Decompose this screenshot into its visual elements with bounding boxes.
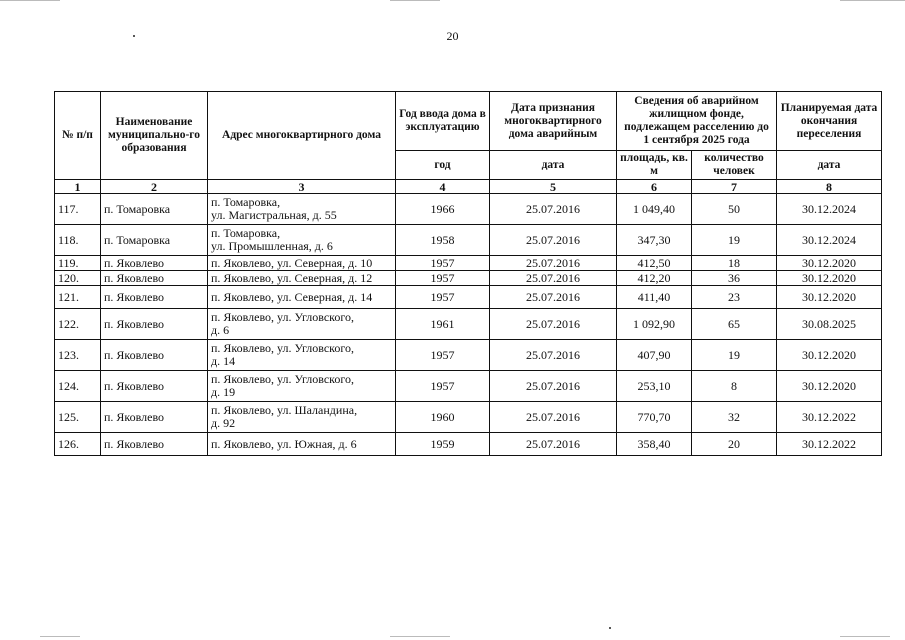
row-address-line1: п. Яковлево, ул. Шаландина, bbox=[211, 403, 358, 417]
table-row bbox=[55, 402, 882, 433]
page-number: 20 bbox=[446, 29, 459, 43]
row-address-line2: ул. Промышленная, д. 6 bbox=[211, 239, 333, 253]
row-address bbox=[208, 225, 396, 256]
row-people: 19 bbox=[692, 340, 777, 371]
row-end-date: 30.08.2025 bbox=[777, 309, 882, 340]
table-row bbox=[55, 271, 882, 286]
row-address: п. Яковлево, ул. Северная, д. 14 bbox=[208, 286, 396, 309]
row-no: 118. bbox=[55, 225, 101, 256]
table-row bbox=[55, 309, 882, 340]
scan-edge-top-left bbox=[0, 0, 60, 1]
row-date: 25.07.2016 bbox=[490, 309, 617, 340]
table-row bbox=[55, 371, 882, 402]
row-end-date: 30.12.2022 bbox=[777, 433, 882, 456]
column-number: 3 bbox=[208, 180, 396, 194]
row-address-line1: п. Яковлево, ул. Угловского, bbox=[211, 310, 355, 324]
row-area: 407,90 bbox=[617, 340, 692, 371]
row-area: 1 049,40 bbox=[617, 194, 692, 225]
scan-speck bbox=[609, 627, 611, 629]
row-date: 25.07.2016 bbox=[490, 194, 617, 225]
row-municipality: п. Яковлево bbox=[101, 340, 208, 371]
row-people: 50 bbox=[692, 194, 777, 225]
scan-edge-top-mid bbox=[390, 0, 440, 1]
column-number-row bbox=[55, 180, 882, 194]
column-number: 8 bbox=[777, 180, 882, 194]
row-no: 119. bbox=[55, 256, 101, 271]
row-area: 253,10 bbox=[617, 371, 692, 402]
table-row bbox=[55, 286, 882, 309]
table-row bbox=[55, 225, 882, 256]
table-row bbox=[55, 433, 882, 456]
row-municipality: п. Яковлево bbox=[101, 402, 208, 433]
table-row bbox=[55, 340, 882, 371]
header-municipality: Наименование муниципально-го образования bbox=[101, 92, 208, 180]
row-address bbox=[208, 340, 396, 371]
row-no: 117. bbox=[55, 194, 101, 225]
row-area: 411,40 bbox=[617, 286, 692, 309]
row-year: 1957 bbox=[396, 256, 490, 271]
column-number: 7 bbox=[692, 180, 777, 194]
row-address-line1: п. Томаровка, bbox=[211, 195, 281, 209]
row-end-date: 30.12.2024 bbox=[777, 194, 882, 225]
row-end-date: 30.12.2020 bbox=[777, 271, 882, 286]
column-number: 1 bbox=[55, 180, 101, 194]
row-area: 347,30 bbox=[617, 225, 692, 256]
row-address-line2: ул. Магистральная, д. 55 bbox=[211, 208, 337, 222]
row-people: 32 bbox=[692, 402, 777, 433]
row-area: 412,50 bbox=[617, 256, 692, 271]
row-area: 770,70 bbox=[617, 402, 692, 433]
row-year: 1959 bbox=[396, 433, 490, 456]
row-area: 412,20 bbox=[617, 271, 692, 286]
row-year: 1958 bbox=[396, 225, 490, 256]
scan-edge-bottom-right bbox=[840, 636, 890, 637]
row-date: 25.07.2016 bbox=[490, 286, 617, 309]
column-number: 6 bbox=[617, 180, 692, 194]
subheader-end-date: дата bbox=[777, 151, 882, 180]
row-people: 20 bbox=[692, 433, 777, 456]
row-no: 125. bbox=[55, 402, 101, 433]
header-emergency-date: Дата признания многоквартирного дома аварийным bbox=[490, 92, 617, 151]
row-end-date: 30.12.2020 bbox=[777, 371, 882, 402]
row-end-date: 30.12.2020 bbox=[777, 256, 882, 271]
row-end-date: 30.12.2024 bbox=[777, 225, 882, 256]
header-row bbox=[55, 92, 882, 151]
row-address-line1: п. Яковлево, ул. Угловского, bbox=[211, 372, 355, 386]
header-year-in-service: Год ввода дома в эксплуатацию bbox=[396, 92, 490, 151]
row-municipality: п. Яковлево bbox=[101, 286, 208, 309]
row-municipality: п. Яковлево bbox=[101, 433, 208, 456]
row-year: 1960 bbox=[396, 402, 490, 433]
row-address-line2: д. 92 bbox=[211, 416, 236, 430]
row-address-line1: п. Яковлево, ул. Угловского, bbox=[211, 341, 355, 355]
row-address: п. Яковлево, ул. Северная, д. 12 bbox=[208, 271, 396, 286]
column-number: 4 bbox=[396, 180, 490, 194]
scan-edge-bottom-mid bbox=[390, 636, 450, 637]
row-municipality: п. Томаровка bbox=[101, 225, 208, 256]
row-municipality: п. Томаровка bbox=[101, 194, 208, 225]
row-address: п. Яковлево, ул. Северная, д. 10 bbox=[208, 256, 396, 271]
row-no: 120. bbox=[55, 271, 101, 286]
row-end-date: 30.12.2020 bbox=[777, 340, 882, 371]
row-municipality: п. Яковлево bbox=[101, 309, 208, 340]
row-address: п. Яковлево, ул. Южная, д. 6 bbox=[208, 433, 396, 456]
subheader-area: площадь, кв. м bbox=[617, 151, 692, 180]
row-year: 1966 bbox=[396, 194, 490, 225]
scan-edge-top-right bbox=[840, 0, 905, 1]
column-number: 2 bbox=[101, 180, 208, 194]
row-no: 122. bbox=[55, 309, 101, 340]
header-planned-end: Планируемая дата окончания переселения bbox=[777, 92, 882, 151]
row-date: 25.07.2016 bbox=[490, 371, 617, 402]
header-no: № п/п bbox=[55, 92, 101, 180]
row-date: 25.07.2016 bbox=[490, 340, 617, 371]
row-date: 25.07.2016 bbox=[490, 271, 617, 286]
row-address-line1: п. Томаровка, bbox=[211, 226, 281, 240]
row-address bbox=[208, 309, 396, 340]
table-row bbox=[55, 194, 882, 225]
row-address-line2: д. 19 bbox=[211, 385, 236, 399]
row-no: 126. bbox=[55, 433, 101, 456]
row-people: 8 bbox=[692, 371, 777, 402]
row-area: 358,40 bbox=[617, 433, 692, 456]
row-people: 65 bbox=[692, 309, 777, 340]
row-people: 23 bbox=[692, 286, 777, 309]
row-municipality: п. Яковлево bbox=[101, 271, 208, 286]
row-municipality: п. Яковлево bbox=[101, 256, 208, 271]
row-year: 1957 bbox=[396, 286, 490, 309]
row-people: 19 bbox=[692, 225, 777, 256]
row-date: 25.07.2016 bbox=[490, 256, 617, 271]
row-no: 124. bbox=[55, 371, 101, 402]
row-year: 1961 bbox=[396, 309, 490, 340]
row-address-line2: д. 6 bbox=[211, 323, 230, 337]
row-date: 25.07.2016 bbox=[490, 225, 617, 256]
row-people: 18 bbox=[692, 256, 777, 271]
row-date: 25.07.2016 bbox=[490, 433, 617, 456]
row-address-line2: д. 14 bbox=[211, 354, 236, 368]
header-address: Адрес многоквартирного дома bbox=[208, 92, 396, 180]
row-area: 1 092,90 bbox=[617, 309, 692, 340]
row-year: 1957 bbox=[396, 271, 490, 286]
row-address bbox=[208, 371, 396, 402]
table-row bbox=[55, 256, 882, 271]
row-year: 1957 bbox=[396, 340, 490, 371]
housing-table bbox=[54, 91, 882, 456]
row-year: 1957 bbox=[396, 371, 490, 402]
column-number: 5 bbox=[490, 180, 617, 194]
scan-edge-bottom-left bbox=[40, 636, 80, 637]
row-end-date: 30.12.2022 bbox=[777, 402, 882, 433]
subheader-year: год bbox=[396, 151, 490, 180]
row-date: 25.07.2016 bbox=[490, 402, 617, 433]
subheader-date: дата bbox=[490, 151, 617, 180]
row-address bbox=[208, 402, 396, 433]
row-no: 123. bbox=[55, 340, 101, 371]
row-end-date: 30.12.2020 bbox=[777, 286, 882, 309]
row-no: 121. bbox=[55, 286, 101, 309]
row-municipality: п. Яковлево bbox=[101, 371, 208, 402]
row-address bbox=[208, 194, 396, 225]
row-people: 36 bbox=[692, 271, 777, 286]
subheader-people: количество человек bbox=[692, 151, 777, 180]
header-housing-info: Сведения об аварийном жилищном фонде, подлежащем расселению до 1 сентября 2025 года bbox=[617, 92, 777, 151]
